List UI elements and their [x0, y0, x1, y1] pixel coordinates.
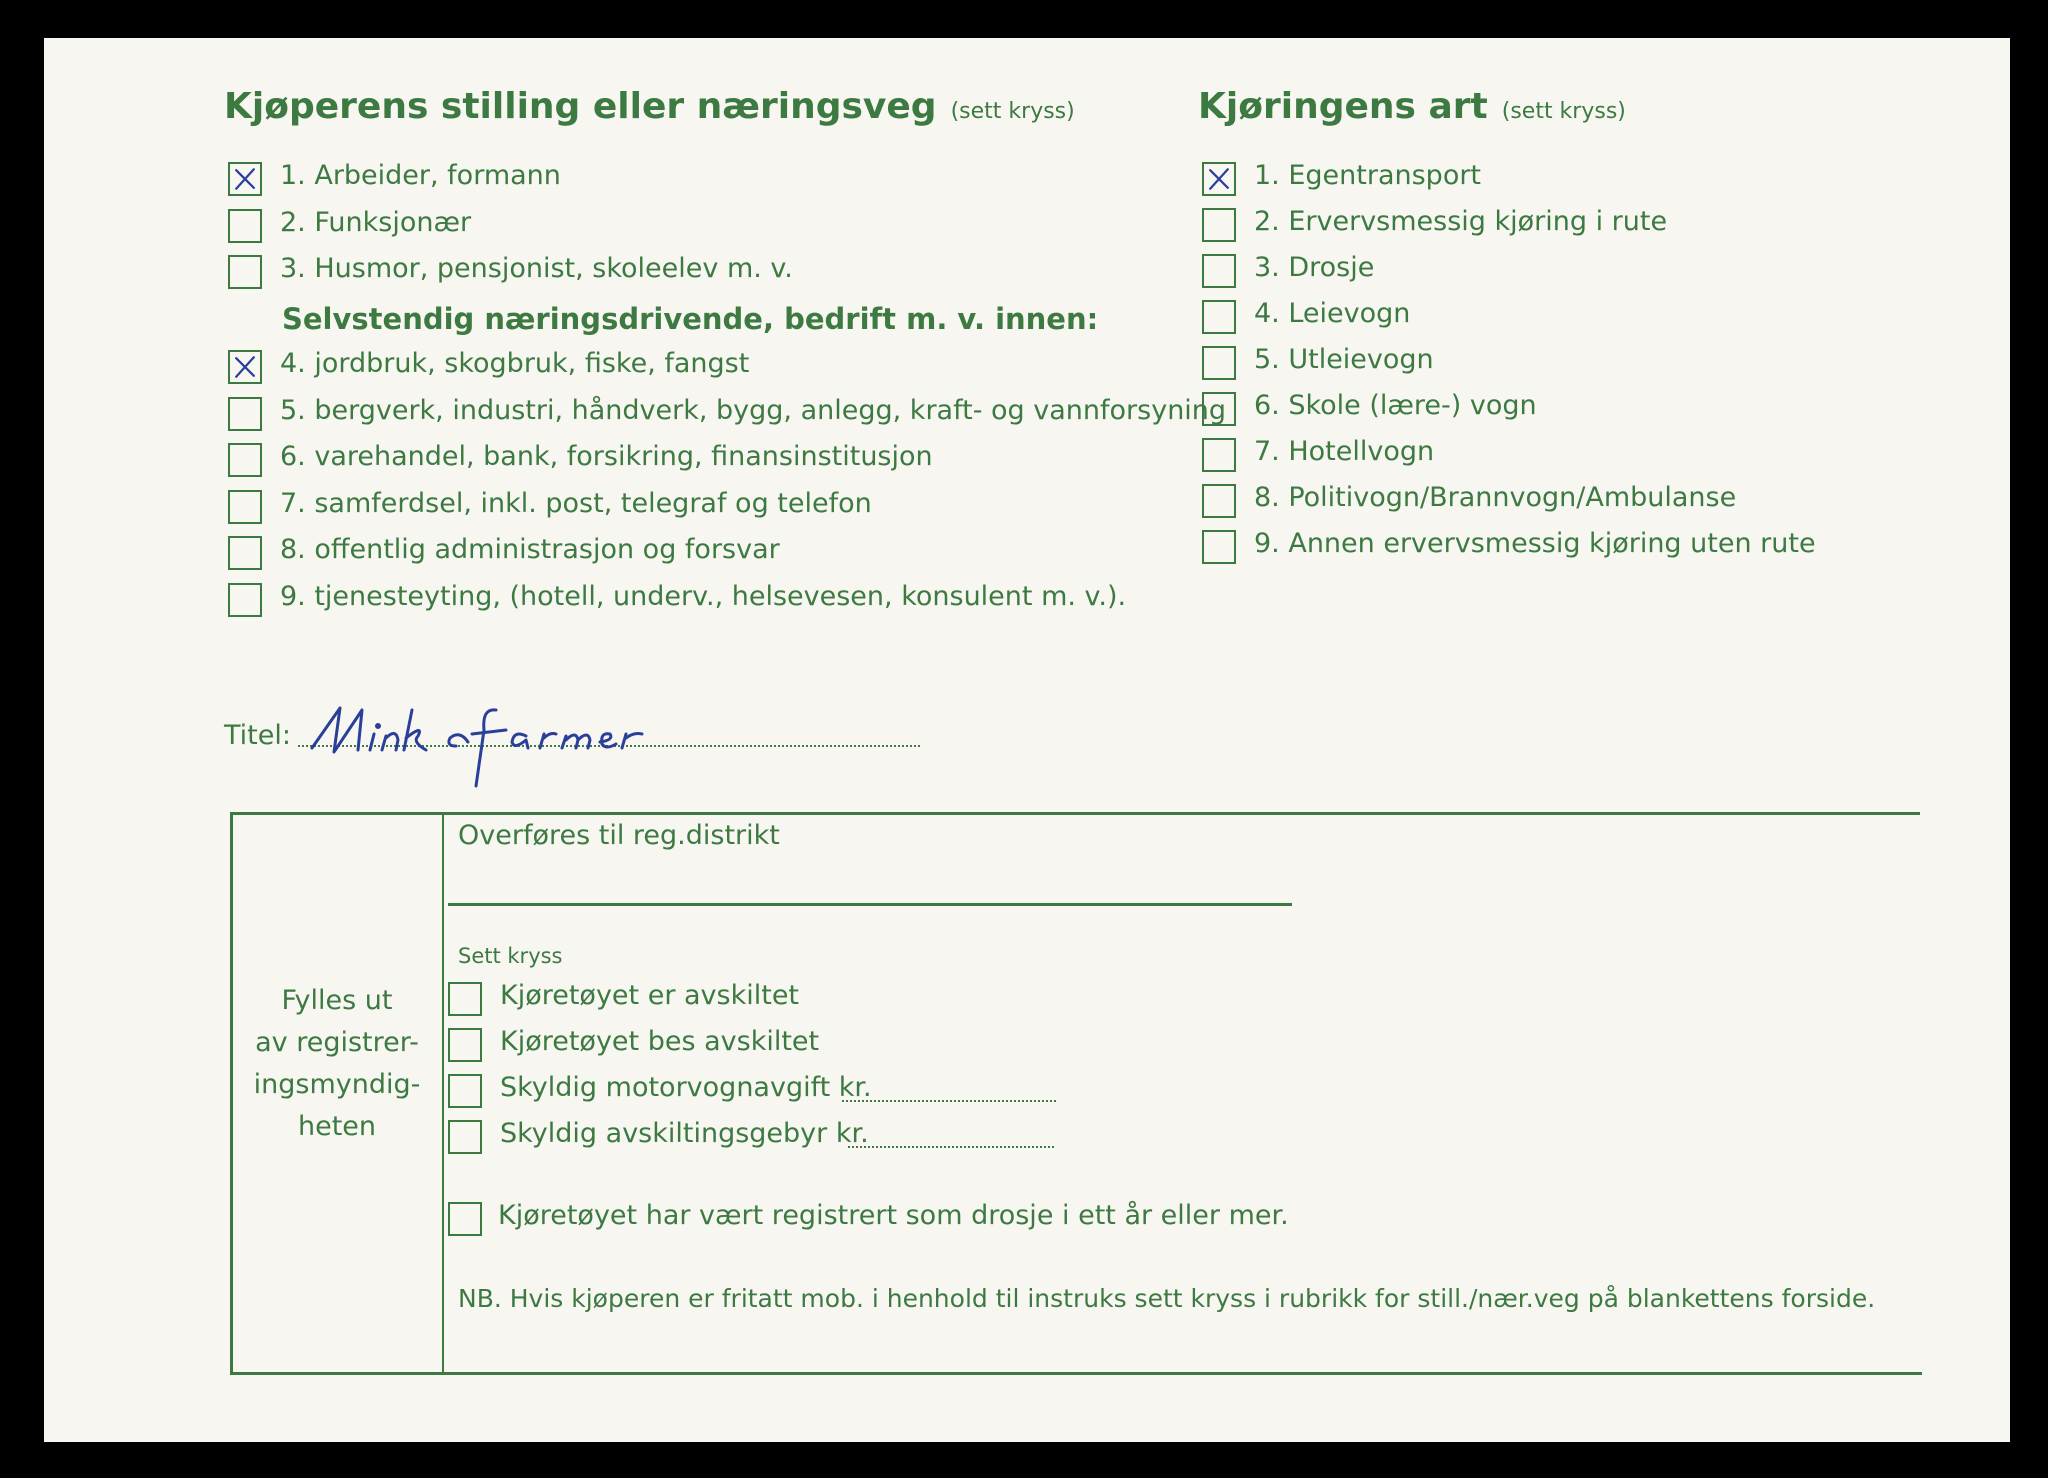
office-checkbox-1[interactable] — [448, 982, 482, 1016]
driving-type-label-8: 8. Politivogn/Brannvogn/Ambulanse — [1254, 482, 1737, 513]
industry-label-8: 8. offentlig administrasjon og forsvar — [280, 534, 780, 565]
driving-type-checkbox-2[interactable] — [1202, 208, 1236, 242]
industry-checkbox-4[interactable] — [228, 350, 262, 384]
driving-type-label-5: 5. Utleievogn — [1254, 344, 1434, 375]
occupation-label-1: 1. Arbeider, formann — [280, 160, 561, 191]
right-section-title: Kjøringens art (sett kryss) — [1198, 86, 1626, 127]
occupation-checkbox-2[interactable] — [228, 209, 262, 243]
office-checkbox-3[interactable] — [448, 1074, 482, 1108]
title-label: Titel: — [224, 720, 291, 751]
vehicle-tax-dotted-line[interactable] — [842, 1100, 1056, 1102]
industry-checkbox-6[interactable] — [228, 443, 262, 477]
occupation-label-2: 2. Funksjonær — [280, 206, 472, 238]
occupation-checkbox-3[interactable] — [228, 255, 262, 289]
office-check-label-2: Kjøretøyet bes avskiltet — [500, 1026, 820, 1057]
transfer-label: Overføres til reg.distrikt — [458, 820, 780, 851]
driving-type-checkbox-9[interactable] — [1202, 530, 1236, 564]
office-checkbox-4[interactable] — [448, 1120, 482, 1154]
industry-checkbox-5[interactable] — [228, 397, 262, 431]
industry-checkbox-8[interactable] — [228, 536, 262, 570]
cross-mark-icon — [230, 164, 260, 194]
driving-type-label-4: 4. Leievogn — [1254, 298, 1411, 329]
office-check-label-1: Kjøretøyet er avskiltet — [500, 980, 800, 1011]
industry-label-6: 6. varehandel, bank, forsikring, finansinstitusjon — [280, 441, 933, 472]
self-employed-subheading: Selvstendig næringsdrivende, bedrift m. v. innen: — [282, 302, 1099, 336]
side-label-line-4: heten — [297, 1111, 377, 1142]
driving-type-label-2: 2. Ervervsmessig kjøring i rute — [1254, 206, 1668, 237]
driving-type-checkbox-1[interactable] — [1202, 162, 1236, 196]
driving-type-checkbox-4[interactable] — [1202, 300, 1236, 334]
side-label-line-3: ingsmyndig- — [253, 1069, 421, 1100]
driving-type-label-9: 9. Annen ervervsmessig kjøring uten rute — [1254, 528, 1816, 559]
transfer-line[interactable] — [448, 903, 1292, 906]
industry-label-7: 7. samferdsel, inkl. post, telegraf og telefon — [280, 487, 872, 519]
driving-type-label-1: 1. Egentransport — [1254, 160, 1482, 191]
left-section-title: Kjøperens stilling eller næringsveg (sett kryss) — [224, 86, 1075, 127]
driving-type-label-6: 6. Skole (lære-) vogn — [1254, 390, 1537, 421]
driving-type-checkbox-5[interactable] — [1202, 346, 1236, 380]
office-check-label-3: Skyldig motorvognavgift kr. — [500, 1072, 872, 1103]
driving-type-checkbox-8[interactable] — [1202, 484, 1236, 518]
occupation-checkbox-1[interactable] — [228, 162, 262, 196]
driving-type-checkbox-6[interactable] — [1202, 392, 1236, 426]
note-text: NB. Hvis kjøperen er fritatt mob. i henhold til instruks sett kryss i rubrikk for still./nær.veg på blankettens forside. — [458, 1284, 1876, 1313]
industry-label-5: 5. bergverk, industri, håndverk, bygg, anlegg, kraft- og vannforsyning — [280, 394, 1227, 426]
driving-type-checkbox-3[interactable] — [1202, 254, 1236, 288]
taxi-check-label: Kjøretøyet har vært registrert som drosje i ett år eller mer. — [498, 1200, 1289, 1231]
industry-label-9: 9. tjenesteyting, (hotell, underv., helsevesen, konsulent m. v.). — [280, 580, 1127, 612]
title-handwriting[interactable] — [300, 690, 740, 790]
office-box-bottom-border — [230, 1372, 1922, 1375]
office-box-divider — [442, 812, 444, 1372]
plate-fee-dotted-line[interactable] — [848, 1146, 1054, 1148]
handwriting-signature-icon — [300, 690, 740, 790]
office-checkbox-2[interactable] — [448, 1028, 482, 1062]
office-box-top-border — [230, 812, 1920, 815]
industry-checkbox-9[interactable] — [228, 583, 262, 617]
driving-type-label-7: 7. Hotellvogn — [1254, 436, 1435, 467]
driving-type-label-3: 3. Drosje — [1254, 252, 1375, 283]
cross-mark-icon — [1204, 164, 1234, 194]
check-hint: Sett kryss — [458, 944, 563, 968]
side-label-line-2: av registrer- — [255, 1027, 419, 1058]
taxi-checkbox[interactable] — [448, 1202, 482, 1236]
cross-mark-icon — [230, 352, 260, 382]
office-check-label-4: Skyldig avskiltingsgebyr kr. — [500, 1118, 869, 1149]
industry-label-4: 4. jordbruk, skogbruk, fiske, fangst — [280, 348, 750, 379]
side-label-line-1: Fylles ut — [281, 985, 393, 1016]
occupation-label-3: 3. Husmor, pensjonist, skoleelev m. v. — [280, 253, 793, 284]
industry-checkbox-7[interactable] — [228, 490, 262, 524]
driving-type-checkbox-7[interactable] — [1202, 438, 1236, 472]
